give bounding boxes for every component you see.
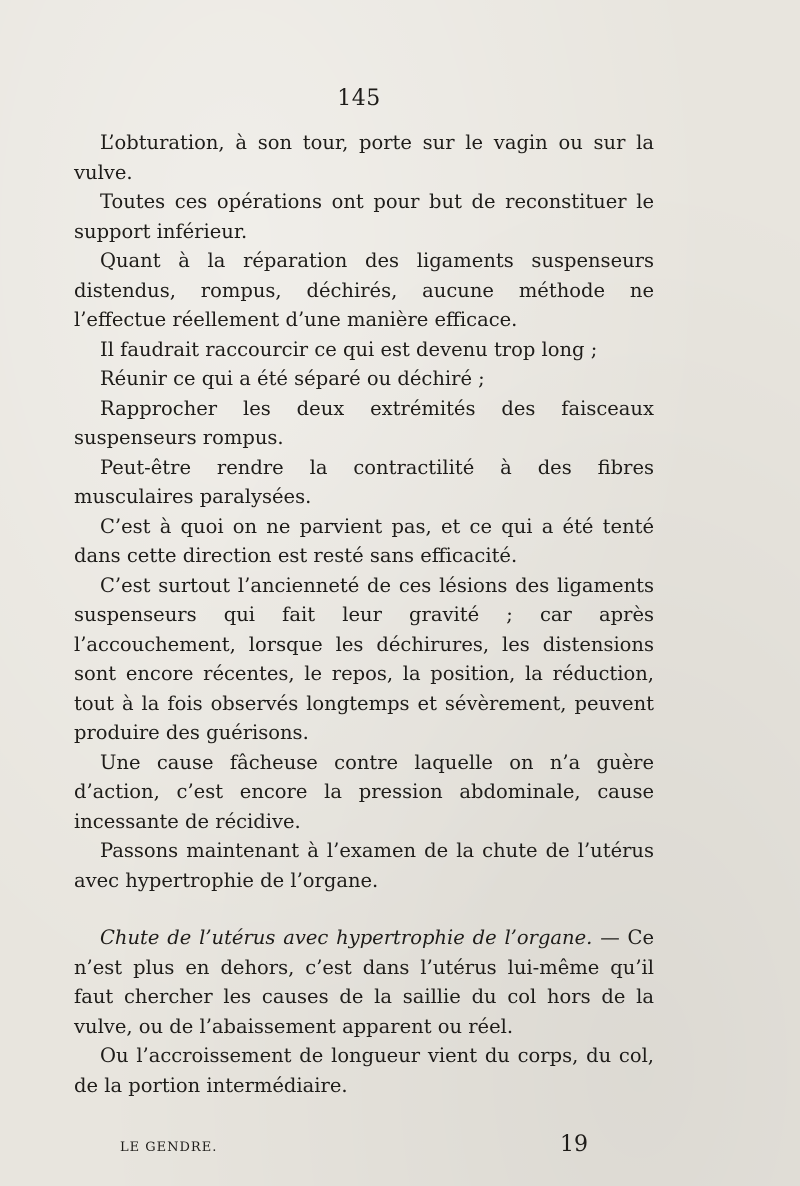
footer-sheet-number: 19 (560, 1132, 588, 1157)
paragraph: Réunir ce qui a été séparé ou déchiré ; (100, 367, 485, 390)
section-dash: — (592, 926, 628, 949)
body-text (74, 128, 654, 1100)
paragraph: Peut-être rendre la contractilité à des fibres musculaires paralysées. (74, 455, 654, 508)
section-paragraph (74, 923, 654, 1041)
paragraph: Passons maintenant à l’examen de la chute de l’utérus avec hypertrophie de l’organe. (74, 839, 654, 892)
paragraph: Rapprocher les deux extrémités des faisceaux suspenseurs rompus. (74, 396, 654, 449)
paragraph: L’obturation, à son tour, porte sur le vagin ou sur la vulve. (74, 131, 654, 184)
page-number: 145 (337, 86, 381, 111)
paragraph: Toutes ces opérations ont pour but de reconstituer le support inférieur. (74, 190, 654, 243)
footer-signature: LE GENDRE. (120, 1140, 218, 1155)
paragraph: Une cause fâcheuse contre laquelle on n’a guère d’action, c’est encore la pression abdominale, cause incessante de récidive. (74, 750, 654, 833)
paragraph: Il faudrait raccourcir ce qui est devenu trop long ; (100, 337, 598, 361)
paragraph: C’est à quoi on ne parvient pas, et ce qui a été tenté dans cette direction est resté sans efficacité. (74, 514, 654, 567)
section-text: Ce n’est plus en dehors, c’est dans l’utérus lui-même qu’il faut chercher les causes de la saillie du col hors de la vulve, ou de l’abaissement apparent ou réel. (74, 926, 654, 1038)
paragraph: Ou l’accroissement de longueur vient du corps, du col, de la portion intermédiaire. (74, 1044, 654, 1097)
section-heading: Chute de l’utérus avec hypertrophie de l’organe. (100, 926, 593, 949)
section-spacer (74, 895, 654, 923)
paragraph: Quant à la réparation des ligaments suspenseurs distendus, rompus, déchirés, aucune méthode ne l’effectue réellement d’une manière efficace. (74, 249, 654, 331)
paragraph: C’est surtout l’ancienneté de ces lésions des ligaments suspenseurs qui fait leur gravité ; car après l’accouchement, lorsque les déchirures, les distensions sont encore récentes, le repos, la position, la réduction, tout à la fois observés longtemps et sévèrement, peuvent produire des guérisons. (74, 573, 654, 744)
